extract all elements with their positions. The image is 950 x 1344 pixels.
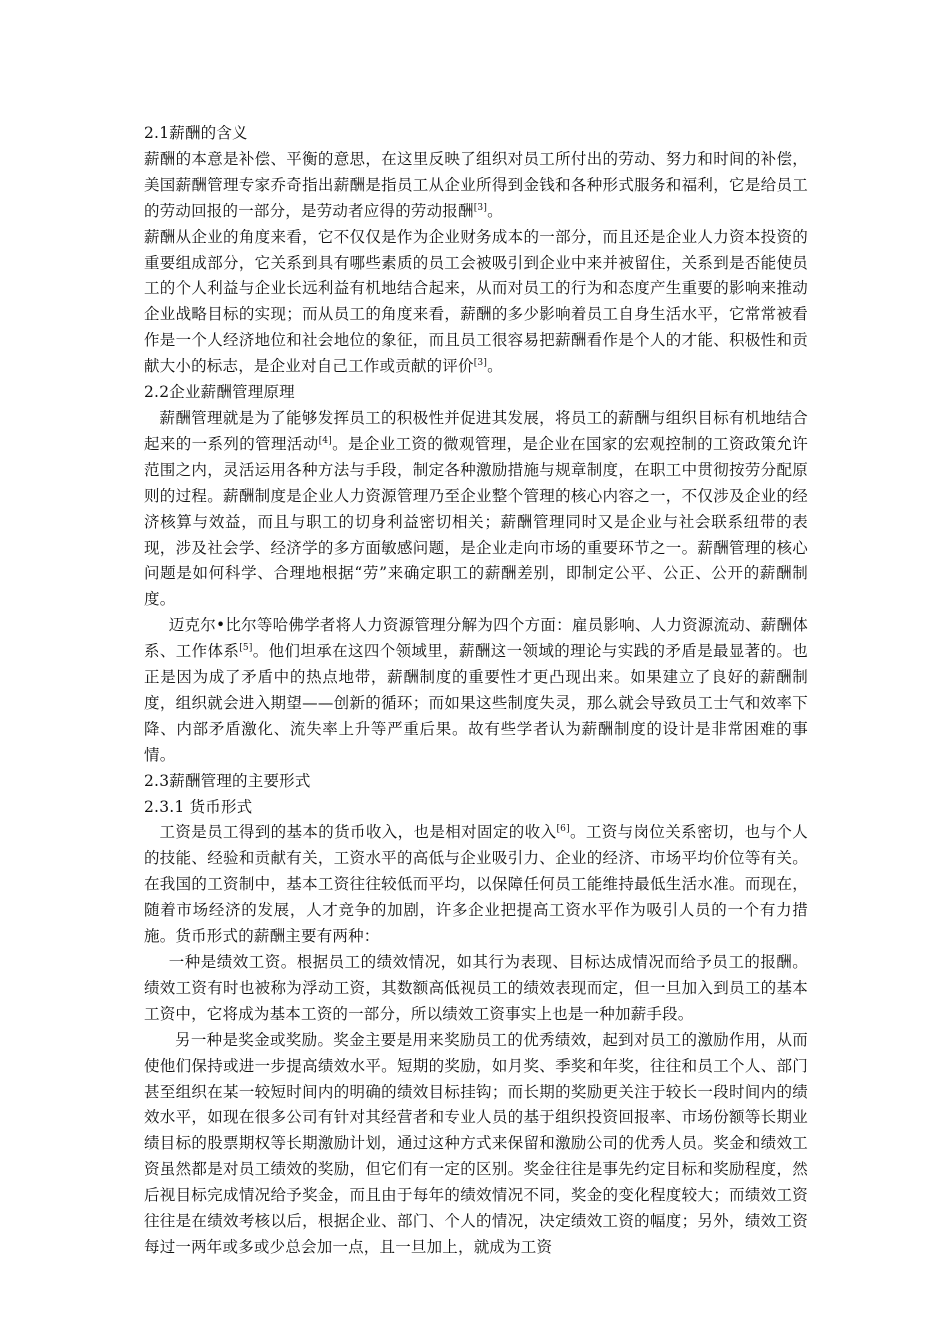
section-heading-2-2: 2.2企业薪酬管理原理	[144, 383, 295, 402]
paragraph-2-1-definition	[144, 147, 808, 225]
paragraph-bonus: 另一种是奖金或奖励。奖金主要是用来奖励员工的优秀绩效，起到对员工的激励作用，从而使他们保持或进一步提高绩效水平。短期的奖励，如月奖、季奖和年奖，往往和员工个人、部门甚至组织在某一较短时间内的明确的绩效目标挂钩；而长期的奖励更关注于较长一段时间内的绩效水平，如现在很多公司有针对其经营者和专业人员的基于组织投资回报率、市场份额等长期业绩目标的股票期权等长期激励计划，通过这种方式来保留和激励公司的优秀人员。奖金和绩效工资虽然都是对员工绩效的奖励，但它们有一定的区别。奖金往往是事先约定目标和奖励程度，然后视目标完成情况给予奖金，而且由于每年的绩效情况不同，奖金的变化程度较大；而绩效工资往往是在绩效考核以后，根据企业、部门、个人的情况，决定绩效工资的幅度；另外，绩效工资每过一两年或多或少总会加一点，且一旦加上，就成为工资	[144, 1030, 808, 1256]
paragraph-2-2-harvard	[144, 613, 808, 768]
citation-ref: [6]	[556, 824, 570, 835]
paragraph-performance-pay: 一种是绩效工资。根据员工的绩效情况，如其行为表现、目标达成情况而给予员工的报酬。绩效工资有时也被称为浮动工资，其数额高低视员工的绩效表现而定，但一旦加入到员工的基本工资中，它将成为基本工资的一部分，所以绩效工资事实上也是一种加薪手段。	[144, 953, 808, 1023]
citation-ref: [4]	[318, 435, 332, 446]
section-heading-2-3-1: 2.3.1 货币形式	[144, 797, 253, 816]
citation-ref: [3]	[473, 202, 488, 213]
paragraph-text: 薪酬管理就是为了能够发挥员工的积极性并促进其发展，将员工的薪酬与组织目标有机地结合起来的一系列的管理活动	[144, 408, 808, 453]
citation-ref: [5]	[239, 643, 253, 654]
paragraph-end: 。	[487, 201, 503, 220]
paragraph-text: 薪酬从企业的角度来看，它不仅仅是作为企业财务成本的一部分，而且还是企业人力资本投资的重要组成部分，它关系到具有哪些素质的员工会被吸引到企业中来并被留住，关系到是否能使员工的个人利益与企业长远利益有机地结合起来，从而对员工的行为和态度产生重要的影响来推动企业战略目标的实现；而从员工的角度来看，薪酬的多少影响着员工自身生活水平，它常常被看作是一个人经济地位和社会地位的象征，而且员工很容易把薪酬看作是个人的才能、积极性和贡献大小的标志，是企业对自己工作或贡献的评价	[144, 227, 808, 376]
paragraph-text-cont: 。工资与岗位关系密切，也与个人的技能、经验和贡献有关，工资水平的高低与企业吸引力、企业的经济、市场平均价位等有关。在我国的工资制中，基本工资往往较低而平均，以保障任何员工能维持最低生活水准。而现在，随着市场经济的发展，人才竞争的加剧，许多企业把提高工资水平作为吸引人员的一个有力措施。货币形式的薪酬主要有两种：	[144, 823, 808, 946]
paragraph-2-1-perspective	[144, 225, 808, 380]
paragraph-end: 。	[487, 357, 503, 376]
section-heading-2-3: 2.3薪酬管理的主要形式	[144, 771, 311, 790]
paragraph-text: 薪酬的本意是补偿、平衡的意思，在这里反映了组织对员工所付出的劳动、努力和时间的补偿，美国薪酬管理专家乔奇指出薪酬是指员工从企业所得到金钱和各种形式服务和福利，它是给员工的劳动回报的一部分，是劳动者应得的劳动报酬	[144, 149, 808, 220]
paragraph-text-cont: 。是企业工资的微观管理，是企业在国家的宏观控制的工资政策允许范围之内，灵活运用各种方法与手段，制定各种激励措施与规章制度，在职工中贯彻按劳分配原则的过程。薪酬制度是企业人力资源管理乃至企业整个管理的核心内容之一，不仅涉及企业的经济核算与效益，而且与职工的切身利益密切相关；薪酬管理同时又是企业与社会联系纽带的表现，涉及社会学、经济学的多方面敏感问题，是企业走向市场的重要环节之一。薪酬管理的核心问题是如何科学、合理地根据“劳”来确定职工的薪酬差别，即制定公平、公正、公开的薪酬制度。	[144, 434, 808, 609]
paragraph-text-cont: 。他们坦承在这四个领域里，薪酬这一领域的理论与实践的矛盾是最显著的。也正是因为成了矛盾中的热点地带，薪酬制度的重要性才更凸现出来。如果建立了良好的薪酬制度，组织就会进入期望——创新的循环；而如果这些制度失灵，那么就会导致员工士气和效率下降、内部矛盾激化、流失率上升等严重后果。故有些学者认为薪酬制度的设计是非常困难的事情。	[144, 642, 808, 764]
paragraph-text: 工资是员工得到的基本的货币收入，也是相对固定的收入	[159, 823, 557, 842]
citation-ref: [3]	[473, 358, 488, 369]
document-page	[144, 121, 808, 1261]
section-heading-2-1: 2.1薪酬的含义	[144, 124, 248, 142]
paragraph-2-3-1-wages	[144, 820, 808, 950]
paragraph-2-2-principle	[144, 406, 808, 613]
paragraph-text: 迈克尔•比尔等哈佛学者将人力资源管理分解为四个方面：雇员影响、人力资源流动、薪酬体系、工作体系	[144, 616, 808, 661]
